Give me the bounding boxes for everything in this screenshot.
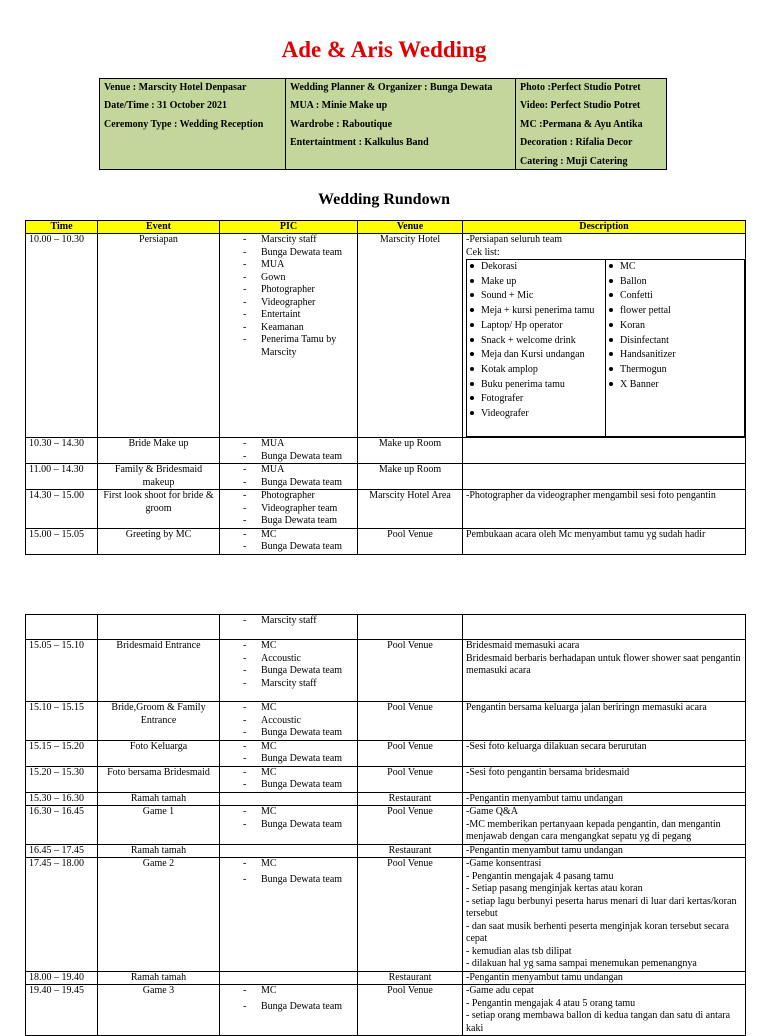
cell-description	[463, 234, 746, 438]
info-mc: MC :Permana & Ayu Antika	[520, 118, 643, 130]
description-line: Cek list:	[466, 246, 500, 258]
pic-item: - Gown	[223, 272, 354, 285]
cell-time: 15.20 – 15.30	[26, 766, 98, 792]
description-line: -MC memberikan pertanyaan kepada pengantin, dan mengantin menjawab dengan cara mengangkat sepatu yg di pegang	[466, 818, 721, 842]
pic-item: - Photographer	[223, 490, 354, 503]
pic-item: - Bunga Dewata team	[223, 779, 354, 792]
checklist-item: Snack + welcome drink	[467, 334, 605, 349]
cell-time: 15.05 – 15.10	[26, 640, 98, 702]
table-row	[26, 971, 746, 985]
table-header-row	[26, 221, 746, 234]
pic-item: - Videographer team	[223, 503, 354, 516]
description-line: - dan saat musik berhenti peserta menginjak koran tersebut secara cepat	[466, 920, 729, 944]
cell-pic	[220, 985, 358, 1036]
checklist-item: Koran	[606, 319, 676, 334]
cell-event	[98, 615, 220, 640]
cell-pic	[220, 615, 358, 640]
cell-time: 14.30 – 15.00	[26, 490, 98, 529]
checklist-item: flower pettal	[606, 304, 676, 319]
pic-list	[223, 640, 354, 690]
info-decoration: Decoration : Rifalia Decor	[520, 137, 633, 149]
info-column-1	[100, 79, 286, 169]
cell-event: Game 1	[98, 806, 220, 845]
cell-venue: Pool Venue	[358, 528, 463, 554]
checklist-item: Meja dan Kursi undangan	[467, 348, 605, 363]
info-photo: Photo :Perfect Studio Potret	[520, 82, 641, 93]
description-line: Pembukaan acara oleh Mc menyambut tamu yg sudah hadir	[466, 528, 706, 540]
cell-pic	[220, 858, 358, 972]
cell-time: 16.30 – 16.45	[26, 806, 98, 845]
checklist-item: Fotografer	[467, 392, 605, 407]
cell-venue: Pool Venue	[358, 702, 463, 741]
cell-description	[463, 464, 746, 490]
cell-event: Ramah tamah	[98, 844, 220, 858]
checklist-item: Laptop/ Hp operator	[467, 319, 605, 334]
cell-venue: Make up Room	[358, 464, 463, 490]
table-row	[26, 234, 746, 438]
cell-description	[463, 806, 746, 845]
pic-item: - Photographer	[223, 284, 354, 297]
pic-item: - MC	[223, 858, 354, 871]
page-title: Ade & Aris Wedding	[281, 37, 487, 62]
cell-time: 15.30 – 16.30	[26, 792, 98, 806]
checklist-item: Confetti	[606, 289, 676, 304]
description-line: - Pengantin mengajak 4 pasang tamu	[466, 870, 614, 882]
checklist-item: Thermogun	[606, 363, 676, 378]
rundown-heading: Wedding Rundown	[317, 191, 451, 208]
checklist-item: X Banner	[606, 378, 676, 393]
description-line: -Pengantin menyambut tamu undangan	[466, 844, 623, 856]
pic-list	[223, 464, 354, 489]
rundown-table-page-1	[25, 220, 746, 555]
pic-item: - MUA	[223, 464, 354, 477]
info-venue: Venue : Marscity Hotel Denpasar	[104, 82, 247, 93]
pic-item: - Videographer	[223, 297, 354, 310]
cell-description	[463, 766, 746, 792]
checklist-item: Handsanitizer	[606, 348, 676, 363]
cell-event: Ramah tamah	[98, 792, 220, 806]
description-line: - Pengantin mengajak 4 atau 5 orang tamu	[466, 997, 636, 1009]
pic-item: - Bunga Dewata team	[223, 665, 354, 678]
pic-list	[223, 741, 354, 766]
cell-description	[463, 438, 746, 464]
cell-event: Bride,Groom & Family Entrance	[98, 702, 220, 741]
checklist-item: Dekorasi	[467, 260, 605, 275]
cell-description	[463, 528, 746, 554]
table-row	[26, 766, 746, 792]
table-row	[26, 985, 746, 1036]
info-entertainment: Entertaintment : Kalkulus Band	[290, 137, 429, 149]
header-pic: PIC	[220, 221, 358, 234]
checklist-left	[467, 260, 606, 436]
pic-item: - MC	[223, 767, 354, 780]
checklist-item: Disinfectant	[606, 334, 676, 349]
table-row	[26, 792, 746, 806]
cell-event: Bridesmaid Entrance	[98, 640, 220, 702]
pic-list	[223, 702, 354, 740]
pic-item: - Bunga Dewata team	[223, 477, 354, 490]
table-row	[26, 806, 746, 845]
cell-venue: Pool Venue	[358, 640, 463, 702]
cell-event: Persiapan	[98, 234, 220, 438]
pic-item: - MC	[223, 702, 354, 715]
info-wardrobe: Wardrobe : Raboutique	[290, 118, 393, 130]
checklist-item: Make up	[467, 275, 605, 290]
cell-description	[463, 844, 746, 858]
cell-pic	[220, 766, 358, 792]
cell-venue: Pool Venue	[358, 806, 463, 845]
cell-time: 17.45 – 18.00	[26, 858, 98, 972]
info-column-3	[516, 79, 666, 169]
cell-description	[463, 971, 746, 985]
checklist-item: Sound + Mic	[467, 289, 605, 304]
description-line: -Sesi foto keluarga dilakuan secara berurutan	[466, 740, 647, 752]
table-row	[26, 438, 746, 464]
pic-item: - Accoustic	[223, 715, 354, 728]
description-line: - setiap lagu berbunyi peserta harus menari di luar dari kertas/koran tersebut	[466, 895, 737, 919]
cell-event: Game 2	[98, 858, 220, 972]
description-line: -Game konsentrasi	[466, 858, 542, 869]
header-time: Time	[26, 221, 98, 234]
table-row	[26, 490, 746, 529]
pic-item: - Buga Dewata team	[223, 515, 354, 528]
pic-list	[223, 767, 354, 792]
table-row	[26, 464, 746, 490]
pic-list	[223, 529, 354, 554]
cell-description	[463, 792, 746, 806]
cell-time: 18.00 – 19.40	[26, 971, 98, 985]
cell-pic	[220, 971, 358, 985]
pic-list	[223, 234, 354, 359]
cell-time: 16.45 – 17.45	[26, 844, 98, 858]
pic-item: - Bunga Dewata team	[223, 753, 354, 766]
cell-pic	[220, 702, 358, 741]
pic-item: - MC	[223, 640, 354, 653]
cell-venue: Pool Venue	[358, 858, 463, 972]
cell-pic	[220, 464, 358, 490]
pic-list	[223, 438, 354, 463]
pic-item: - Bunga Dewata team	[223, 247, 354, 260]
cell-venue: Restaurant	[358, 792, 463, 806]
cell-description	[463, 702, 746, 741]
checklist-box	[466, 259, 745, 437]
pic-item: - MUA	[223, 259, 354, 272]
pic-list	[223, 615, 354, 628]
cell-venue: Pool Venue	[358, 740, 463, 766]
table-row	[26, 702, 746, 741]
cell-time: 10.00 – 10.30	[26, 234, 98, 438]
cell-time	[26, 615, 98, 640]
cell-description	[463, 985, 746, 1036]
description-line: - dilakuan hal yg sama sampai menemukan pemenangnya	[466, 958, 697, 969]
cell-time: 10.30 – 14.30	[26, 438, 98, 464]
info-ceremony-type: Ceremony Type : Wedding Reception	[104, 118, 264, 130]
cell-pic	[220, 640, 358, 702]
header-venue: Venue	[358, 221, 463, 234]
cell-event: Game 3	[98, 985, 220, 1036]
description-line: - kemudian alas tsb dilipat	[466, 945, 572, 957]
cell-event: First look shoot for bride & groom	[98, 490, 220, 529]
pic-item: - Penerima Tamu by Marscity	[223, 334, 354, 359]
cell-event: Foto Keluarga	[98, 740, 220, 766]
description-line: -Photographer da videographer mengambil sesi foto pengantin	[466, 490, 716, 501]
cell-venue: Marscity Hotel	[358, 234, 463, 438]
info-column-2	[286, 79, 516, 169]
table-row	[26, 615, 746, 640]
description-line: -Game adu cepat	[466, 985, 534, 996]
pic-item: - Bunga Dewata team	[223, 1001, 354, 1014]
cell-venue: Marscity Hotel Area	[358, 490, 463, 529]
cell-event: Ramah tamah	[98, 971, 220, 985]
pic-item: - Bunga Dewata team	[223, 541, 354, 554]
pic-item: - MC	[223, 529, 354, 542]
pic-item: - Marscity staff	[223, 615, 354, 628]
info-date-time: Date/Time : 31 October 2021	[104, 100, 227, 112]
pic-item: - MUA	[223, 438, 354, 451]
info-box	[99, 78, 667, 170]
cell-event: Bride Make up	[98, 438, 220, 464]
description-line: Pengantin bersama keluarga jalan beriringn memasuki acara	[466, 702, 707, 713]
pic-item: - Entertaint	[223, 309, 354, 322]
description-line: -Pengantin menyambut tamu undangan	[466, 792, 623, 804]
cell-description	[463, 615, 746, 640]
pic-item: - MC	[223, 985, 354, 998]
cell-pic	[220, 438, 358, 464]
cell-pic	[220, 528, 358, 554]
info-mua: MUA : Minie Make up	[290, 100, 388, 112]
cell-venue: Restaurant	[358, 971, 463, 985]
description-line: Bridesmaid memasuki acara	[466, 640, 580, 651]
header-description: Description	[463, 221, 746, 234]
pic-item: - Bunga Dewata team	[223, 727, 354, 740]
cell-pic	[220, 792, 358, 806]
checklist-item: Buku penerima tamu	[467, 378, 605, 393]
cell-pic	[220, 490, 358, 529]
pic-item: - Bunga Dewata team	[223, 451, 354, 464]
header-event: Event	[98, 221, 220, 234]
info-planner: Wedding Planner & Organizer : Bunga Dewata	[290, 82, 493, 93]
cell-venue: Pool Venue	[358, 985, 463, 1036]
checklist-item: Meja + kursi penerima tamu	[467, 304, 605, 319]
description-line: - Setiap pasang menginjak kertas atau koran	[466, 883, 643, 894]
cell-description	[463, 858, 746, 972]
info-video: Video: Perfect Studio Potret	[520, 100, 641, 112]
cell-pic	[220, 806, 358, 845]
cell-event: Greeting by MC	[98, 528, 220, 554]
pic-list	[223, 490, 354, 528]
pic-item: - Marscity staff	[223, 234, 354, 247]
cell-venue: Restaurant	[358, 844, 463, 858]
info-catering: Catering : Muji Catering	[520, 155, 628, 167]
pic-item: - Accoustic	[223, 653, 354, 666]
cell-time: 15.10 – 15.15	[26, 702, 98, 741]
table-row	[26, 858, 746, 972]
cell-venue: Make up Room	[358, 438, 463, 464]
description-line: - setiap orang membawa ballon di kedua tangan dan satu di antara kaki	[466, 1010, 731, 1034]
table-row	[26, 740, 746, 766]
description-line: -Game Q&A	[466, 806, 518, 817]
cell-event: Family & Bridesmaid makeup	[98, 464, 220, 490]
cell-pic	[220, 844, 358, 858]
description-line: -Pengantin menyambut tamu undangan	[466, 971, 623, 983]
cell-pic	[220, 740, 358, 766]
checklist-right	[606, 260, 676, 436]
description-line: Bridesmaid berbaris berhadapan untuk flower shower saat pengantin memasuki acara	[466, 652, 741, 676]
table-row	[26, 640, 746, 702]
pic-list	[223, 806, 354, 831]
cell-time: 19.40 – 19.45	[26, 985, 98, 1036]
cell-description	[463, 490, 746, 529]
pic-item: - MC	[223, 806, 354, 819]
pic-item: - Marscity staff	[223, 678, 354, 691]
pic-item: - Keamanan	[223, 322, 354, 335]
pic-item: - Bunga Dewata team	[223, 819, 354, 832]
cell-event: Foto bersama Bridesmaid	[98, 766, 220, 792]
rundown-table-page-2	[25, 614, 746, 1036]
cell-time: 15.15 – 15.20	[26, 740, 98, 766]
checklist-item: MC	[606, 260, 676, 275]
description-line: -Sesi foto pengantin bersama bridesmaid	[466, 766, 630, 778]
cell-description	[463, 640, 746, 702]
cell-description	[463, 740, 746, 766]
description-line: -Persiapan seluruh team	[466, 234, 563, 245]
cell-pic	[220, 234, 358, 438]
checklist-item: Ballon	[606, 275, 676, 290]
cell-time: 11.00 – 14.30	[26, 464, 98, 490]
pic-list	[223, 858, 354, 886]
checklist-item: Kotak amplop	[467, 363, 605, 378]
table-row	[26, 844, 746, 858]
table-row	[26, 528, 746, 554]
pic-item: - Bunga Dewata team	[223, 874, 354, 887]
cell-venue: Pool Venue	[358, 766, 463, 792]
pic-item: - MC	[223, 741, 354, 754]
pic-list	[223, 985, 354, 1013]
checklist-item: Videografer	[467, 407, 605, 422]
cell-time: 15.00 – 15.05	[26, 528, 98, 554]
cell-venue	[358, 615, 463, 640]
